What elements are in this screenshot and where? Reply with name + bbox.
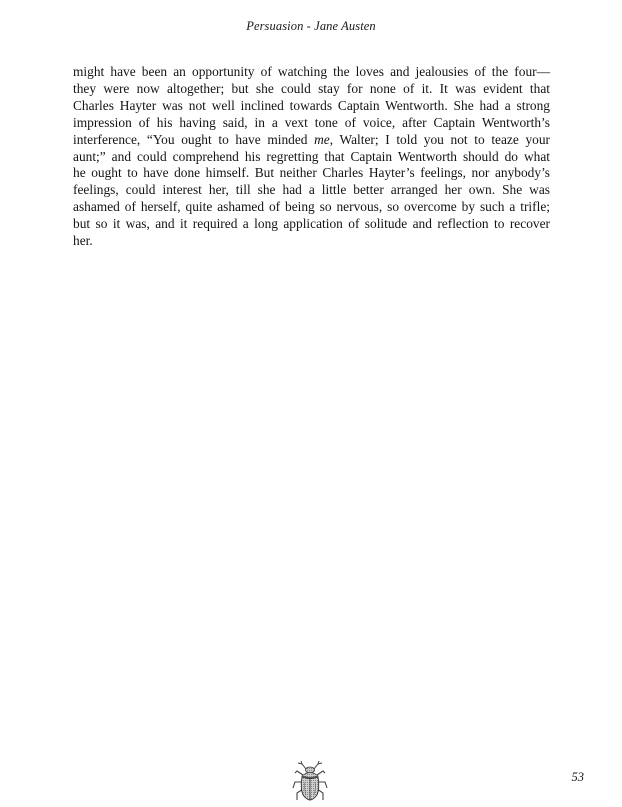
text-line: feelings, could interest her, till she had a little better arranged her own. She was	[73, 182, 550, 198]
text-line	[73, 132, 550, 149]
paragraph	[73, 64, 550, 250]
text-line: might have been an opportunity of watching the loves and jealousies of the four—	[73, 64, 550, 79]
text-line: he ought to have done himself. But neither Charles Hayter’s feelings, nor anybody’s	[73, 165, 550, 181]
beetle-icon	[289, 758, 331, 802]
text-line: they were now altogether; but she could stay for none of it. It was evident that	[73, 80, 550, 96]
text-line: her.	[73, 233, 93, 249]
running-header: Persuasion - Jane Austen	[246, 19, 376, 33]
text-line: but so it was, and it required a long application of solitude and reflection to recover	[73, 216, 550, 232]
emphasis-text: me	[314, 131, 330, 147]
text-line: impression of his having said, in a vext tone of voice, after Captain Wentworth’s	[73, 114, 550, 130]
text-segment: , Walter; I told you not to teaze your	[329, 131, 550, 147]
text-line: aunt;” and could comprehend his regretting that Captain Wentworth should do what	[73, 148, 550, 164]
text-line: Charles Hayter was not well inclined towards Captain Wentworth. She had a strong	[73, 97, 550, 113]
text-line: ashamed of herself, quite ashamed of being so nervous, so overcome by such a trifle;	[73, 199, 550, 215]
page-number: 53	[571, 770, 584, 784]
body-text	[73, 64, 550, 250]
text-segment: interference, “You ought to have minded	[73, 131, 315, 147]
